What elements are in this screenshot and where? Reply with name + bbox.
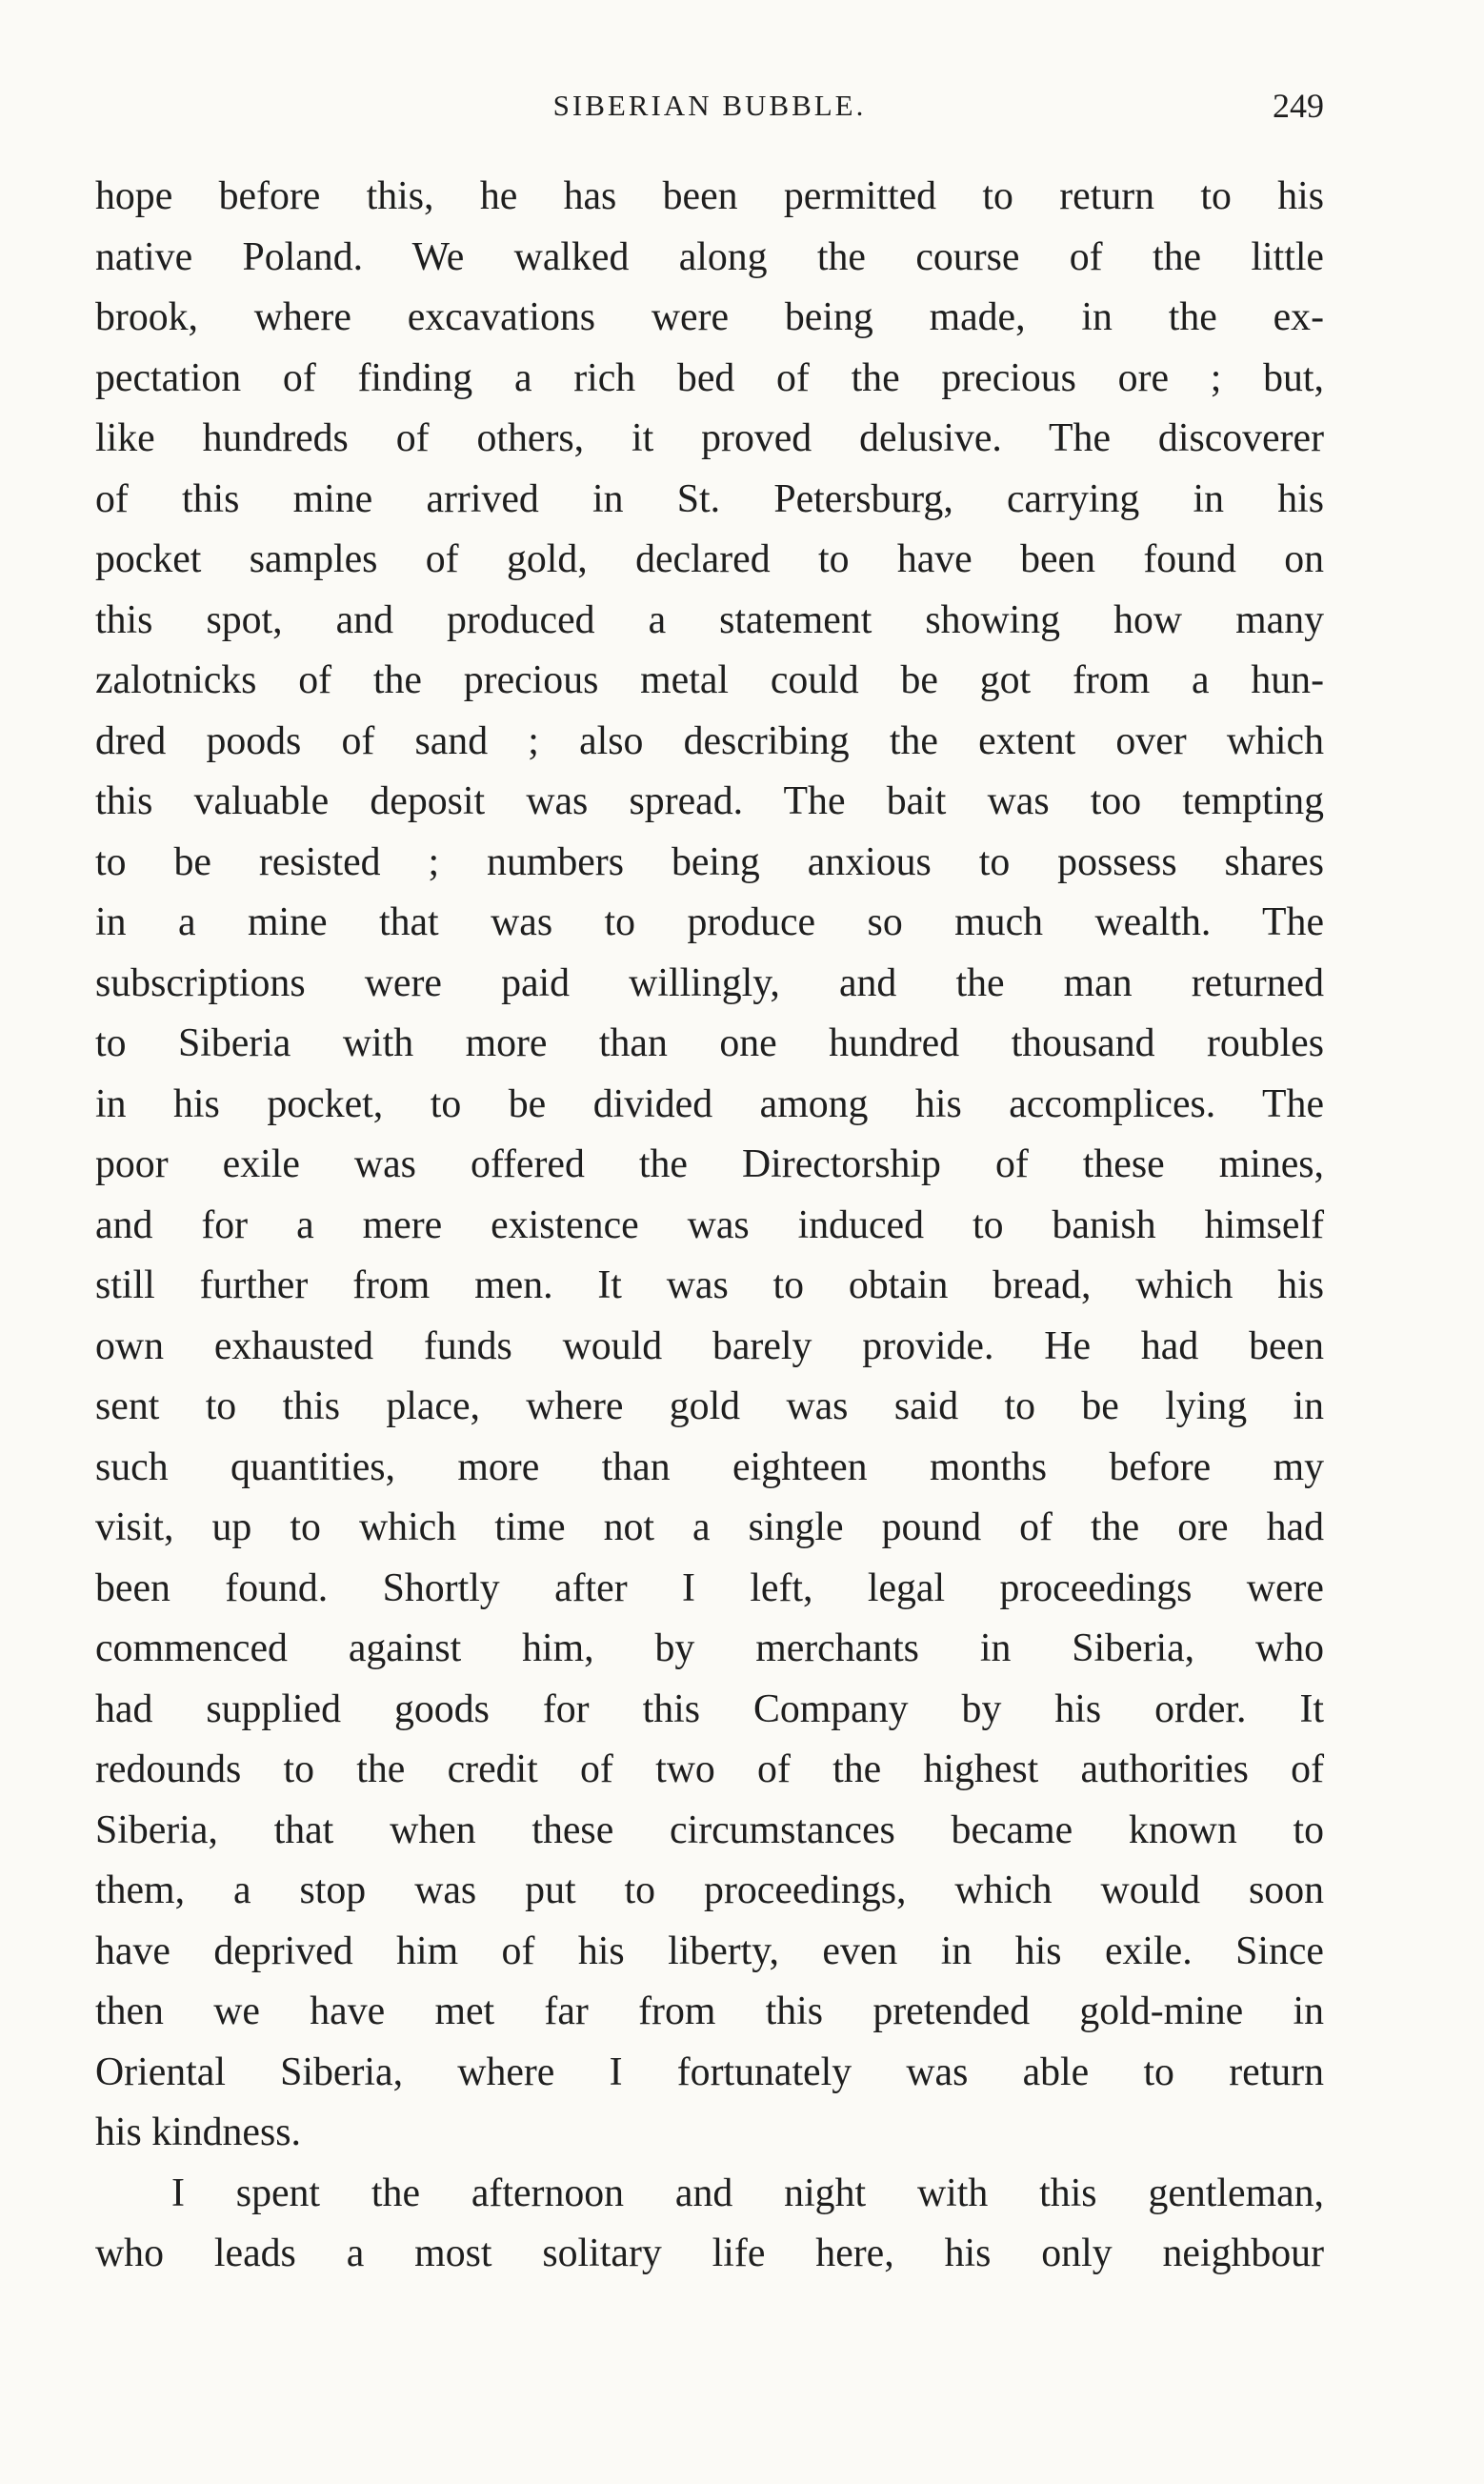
text-line: subscriptions were paid willingly, and the man returned (95, 960, 1324, 1005)
text-line: Oriental Siberia, where I fortunately was able to return (95, 2050, 1324, 2094)
text-line: visit, up to which time not a single pound of the ore had (95, 1505, 1324, 1549)
text-line: this valuable deposit was spread. The bait was too tempting (95, 779, 1324, 823)
text-line: own exhausted funds would barely provide. He had been (95, 1323, 1324, 1368)
text-line: sent to this place, where gold was said to be lying in (95, 1384, 1324, 1428)
text-line: such quantities, more than eighteen months before my (95, 1444, 1324, 1489)
body-text (95, 167, 1324, 2285)
text-line: pocket samples of gold, declared to have been found on (95, 537, 1324, 581)
text-line: have deprived him of his liberty, even in his exile. Since (95, 1929, 1324, 1973)
text-line-paragraph-start: I spent the afternoon and night with this gentleman, (171, 2171, 1324, 2215)
text-line: native Poland. We walked along the course of the little (95, 234, 1324, 279)
running-title: SIBERIAN BUBBLE. (552, 89, 867, 122)
text-line: and for a mere existence was induced to banish himself (95, 1202, 1324, 1247)
text-line: this spot, and produced a statement showing how many (95, 597, 1324, 642)
text-line: poor exile was offered the Directorship of these mines, (95, 1142, 1324, 1186)
text-line: like hundreds of others, it proved delusive. The discoverer (95, 416, 1324, 460)
text-line: then we have met far from this pretended gold-mine in (95, 1989, 1324, 2033)
text-line: to Siberia with more than one hundred thousand roubles (95, 1021, 1324, 1065)
text-line: zalotnicks of the precious metal could be got from a hun- (95, 658, 1324, 702)
text-line: commenced against him, by merchants in Siberia, who (95, 1626, 1324, 1670)
text-line: still further from men. It was to obtain bread, which his (95, 1263, 1324, 1307)
page-number: 249 (1273, 87, 1324, 125)
text-line: in a mine that was to produce so much wealth. The (95, 900, 1324, 944)
text-line: had supplied goods for this Company by his order. It (95, 1686, 1324, 1731)
text-line: hope before this, he has been permitted to return to his (95, 174, 1324, 218)
running-head (95, 82, 1324, 130)
text-line: Siberia, that when these circumstances became known to (95, 1807, 1324, 1852)
text-line: pectation of finding a rich bed of the precious ore ; but, (95, 355, 1324, 400)
text-line: in his pocket, to be divided among his accomplices. The (95, 1081, 1324, 1126)
text-line: redounds to the credit of two of the highest authorities of (95, 1747, 1324, 1791)
text-line: to be resisted ; numbers being anxious to possess shares (95, 839, 1324, 884)
text-line: who leads a most solitary life here, his only neighbour (95, 2232, 1324, 2275)
text-line-paragraph-end: his kindness. (95, 2110, 301, 2154)
text-line: brook, where excavations were being made, in the ex- (95, 295, 1324, 339)
text-line: dred poods of sand ; also describing the extent over which (95, 718, 1324, 763)
text-line: of this mine arrived in St. Petersburg, carrying in his (95, 476, 1324, 521)
text-line: been found. Shortly after I left, legal proceedings were (95, 1565, 1324, 1610)
text-line: them, a stop was put to proceedings, which would soon (95, 1868, 1324, 1912)
